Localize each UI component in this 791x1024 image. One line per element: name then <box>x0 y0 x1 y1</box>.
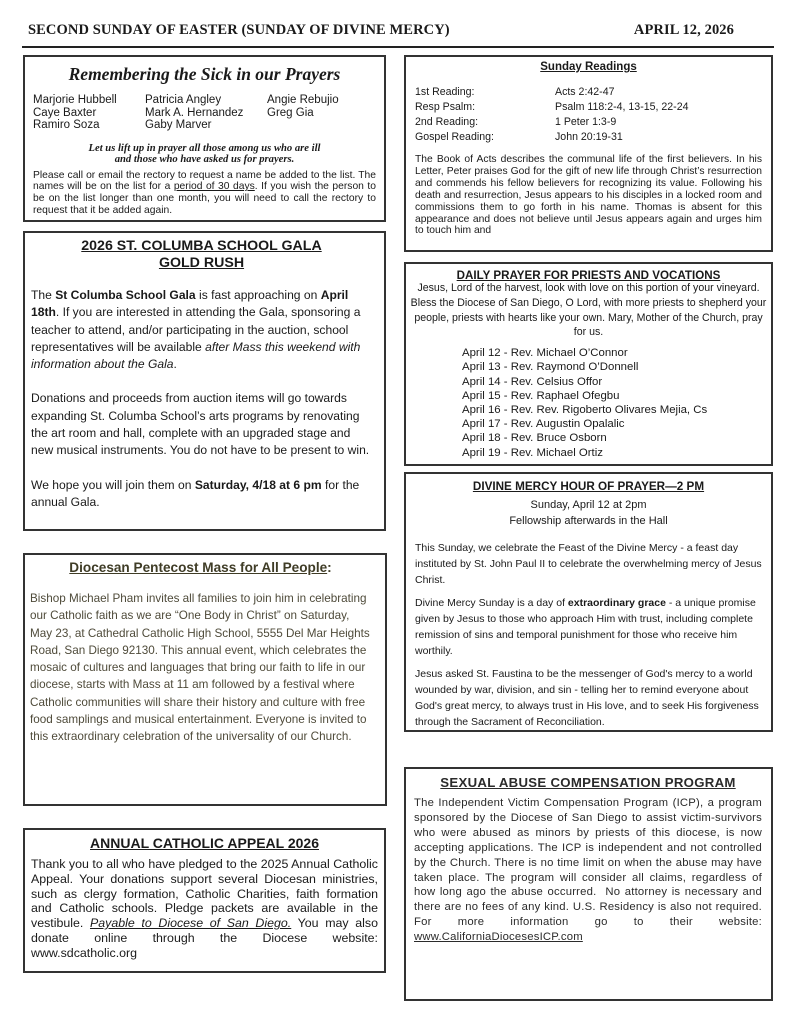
mercy-time: Sunday, April 12 at 2pm <box>530 499 647 511</box>
pentecost-title-text: Diocesan Pentecost Mass for All People <box>69 560 328 575</box>
abuse-title: SEXUAL ABUSE COMPENSATION PROGRAM <box>440 775 736 790</box>
list-item: April 18 - Rev. Bruce Osborn <box>462 432 607 445</box>
sick-period-emphasis: period of 30 days <box>173 181 255 193</box>
mercy-text: - a unique promise given by Jesus to those who approach Him with trust, including complete remission of sins and temporal punishment for those who receive him worthily. <box>415 597 756 657</box>
prayer-text: Jesus, Lord of the harvest, look with love on this portion of your vineyard. Bless the Diocese of San Diego, O Lord, with more priests to shepherd your people, priests with hearts like your own. Mary, Mother of the Church, pray for us. <box>410 282 767 339</box>
gala-paragraph: Donations and proceeds from auction items will go towards expanding St. Columba School’s arts programs by renovating the art room and hall, complete with an upgraded stage and new musical instruments. You do not have to be present to win. <box>31 391 370 458</box>
gala-title-line: GOLD RUSH <box>158 255 245 271</box>
list-item: April 14 - Rev. Celsius Offor <box>462 375 603 388</box>
list-item: April 12 - Rev. Michael O’Connor <box>462 347 628 360</box>
priest-schedule-list <box>462 346 767 460</box>
abuse-compensation-box <box>404 767 776 1001</box>
sick-name: Ramiro Soza <box>33 119 100 131</box>
gala-italic-note: after Mass this weekend with information about the Gala <box>31 339 361 372</box>
sick-prayers-box <box>23 55 386 222</box>
mercy-fellowship: Fellowship afterwards in the Hall <box>509 515 668 527</box>
pentecost-body: Bishop Michael Pham invites all families to join him in celebrating our Catholic faith as we are “One Body in Christ” on Saturday, May 23, at Cathedral Catholic High School, 5555 Del Mar Heights Road, San Diego 92130. This annual event, which celebrates the mosaic of cultures and languages that bring our faith to life in our diocese, starts with Mass at 11 am followed by a festival where Catholic communities will share their history and culture with free food samplings and musical entertainment. Everyone is invited to this extraordinary celebration of the universality of our Church. <box>30 592 370 744</box>
appeal-payable-note: Payable to Diocese of San Diego. <box>89 916 292 931</box>
page-header <box>28 22 772 44</box>
sick-name: Angie Rebujio <box>267 94 339 106</box>
reading-label: Resp Psalm: <box>415 101 476 113</box>
sick-call-to-prayer <box>33 143 376 166</box>
readings-title: Sunday Readings <box>540 61 637 73</box>
reading-value: Psalm 118:2-4, 13-15, 22-24 <box>555 101 689 113</box>
list-item: April 16 - Rev. Rev. Rigoberto Olivares Mejia, Cs <box>462 404 708 416</box>
catholic-appeal-box <box>23 828 386 973</box>
sick-name: Greg Gia <box>267 106 314 119</box>
gala-title <box>31 238 372 272</box>
sick-name <box>267 119 377 132</box>
mercy-text: Divine Mercy Sunday is a day of <box>415 597 568 609</box>
mercy-title: DIVINE MERCY HOUR OF PRAYER—2 PM <box>472 480 705 493</box>
reading-label: 2nd Reading: <box>415 116 479 128</box>
gala-date: April 18th <box>31 288 349 320</box>
icp-website-link[interactable]: www.CaliforniaDiocesesICP.com <box>414 931 583 944</box>
reading-label: Gospel Reading: <box>415 131 494 143</box>
pentecost-title-colon: : <box>327 560 332 575</box>
pentecost-title <box>30 560 371 575</box>
reading-row <box>415 85 762 100</box>
mercy-paragraph <box>415 595 762 659</box>
sick-call-line: and those who have asked us for prayers. <box>114 154 295 165</box>
mercy-paragraph: Jesus asked St. Faustina to be the messenger of God's mercy to a world wounded by war, division, and sin - telling her to remind everyone about God's great mercy, to always trust in His love, and to seek His forgiveness through the Sacrament of Reconciliation. <box>415 668 759 728</box>
gala-text: The <box>31 288 56 302</box>
header-date: APRIL 12, 2026 <box>633 22 734 38</box>
reading-value: John 20:19-31 <box>555 131 623 143</box>
gala-datetime: Saturday, 4/18 at 6 pm <box>194 477 322 492</box>
sick-name: Patricia Angley <box>145 94 222 106</box>
abuse-body <box>414 796 776 945</box>
divine-mercy-box <box>404 472 773 732</box>
sick-text: Please call or email the rectory to request a name be added to the list. The names will be on the list for a <box>33 169 376 193</box>
gala-text: . If you are interested in attending the Gala, sponsoring a teacher to attend, and/or participating in the auction, school representatives will be available <box>31 305 361 354</box>
header-rule <box>22 46 774 48</box>
reading-value: Acts 2:42-47 <box>555 86 615 98</box>
appeal-body <box>31 857 378 961</box>
sunday-readings-box <box>404 55 773 252</box>
appeal-text: You may also donate online through the Diocese website: www.sdcatholic.org <box>31 916 378 960</box>
appeal-text: Thank you to all who have pledged to the 2025 Annual Catholic Appeal. Your donations support several Diocesan ministries, such as clergy formation, Catholic Charities, faith formation and Catholic schools. Pledge packets are available in the vestibule. <box>31 857 378 931</box>
gala-text: for the annual Gala. <box>31 477 360 509</box>
school-gala-box <box>23 231 386 531</box>
sick-name: Gaby Marver <box>145 119 212 131</box>
gala-title-line: 2026 ST. COLUMBA SCHOOL GALA <box>81 238 322 254</box>
mercy-emphasis: extraordinary grace <box>567 597 666 609</box>
sick-call-line: Let us lift up in prayer all those among us who are ill <box>88 142 321 154</box>
sick-names-grid <box>33 94 376 132</box>
list-item: April 17 - Rev. Augustin Opalalic <box>462 418 625 431</box>
gala-text: is fast approaching on <box>195 288 321 302</box>
reading-label: 1st Reading: <box>415 86 475 98</box>
sick-text: . If you wish the person to be on the list longer than one month, you will need to call the rectory to request that it be added again. <box>33 181 377 216</box>
appeal-title: ANNUAL CATHOLIC APPEAL 2026 <box>90 835 319 851</box>
list-item: April 15 - Rev. Raphael Ofegbu <box>462 389 620 402</box>
daily-prayer-box <box>404 262 773 466</box>
header-title: SECOND SUNDAY OF EASTER (SUNDAY OF DIVINE MERCY) <box>28 22 450 38</box>
gala-event-name: St Columba School Gala <box>55 288 196 302</box>
list-item: April 19 - Rev. Michael Ortiz <box>462 446 603 459</box>
sick-name: Caye Baxter <box>33 106 97 119</box>
readings-summary: The Book of Acts describes the communal life of the first believers. In his Letter, Peter praises God for the gift of new life through Christ’s resurrection and commends his fellow believers for recognizing its value. Following his death and resurrection, Jesus appears to his disciples in a locked room and commissions them to go forth in his name. Thomas is absent for this appearance and does not believe until Jesus appears again and urges him to touch him and <box>415 154 762 237</box>
sick-instructions <box>33 170 376 217</box>
sick-name: Marjorie Hubbell <box>33 94 117 106</box>
pentecost-mass-box <box>23 553 387 806</box>
list-item: April 13 - Rev. Raymond O’Donnell <box>462 361 639 374</box>
gala-text: . <box>173 357 177 372</box>
gala-paragraph <box>31 287 372 373</box>
sick-title: Remembering the Sick in our Prayers <box>68 64 341 84</box>
readings-list <box>415 85 762 145</box>
prayer-title: DAILY PRAYER FOR PRIESTS AND VOCATIONS <box>456 269 721 282</box>
gala-paragraph <box>31 477 372 512</box>
mercy-schedule <box>415 497 762 529</box>
gala-text: We hope you will join them on <box>31 477 195 492</box>
reading-row <box>415 100 762 115</box>
reading-row <box>415 115 762 130</box>
abuse-text: The Independent Victim Compensation Program (ICP), a program sponsored by the Diocese of San Diego to assist victim-survivors who were abused as minors by priests of this diocese, is now accepting applications. The ICP is independent and not controlled by the Church. There is no time limit on when the abuse may have taken place. The program will consider all claims, regardless of how long ago the abuse occurred. No attorney is necessary and there are no fees of any kind. U.S. Residency is also not required. For more information go to their website: <box>414 797 776 929</box>
sick-name: Mark A. Hernandez <box>145 106 244 119</box>
reading-value: 1 Peter 1:3-9 <box>555 116 617 128</box>
reading-row <box>415 130 762 145</box>
mercy-paragraph: This Sunday, we celebrate the Feast of the Divine Mercy - a feast day instituted by St. John Paul II to celebrate the overwhelming mercy of Jesus Christ. <box>415 542 762 586</box>
